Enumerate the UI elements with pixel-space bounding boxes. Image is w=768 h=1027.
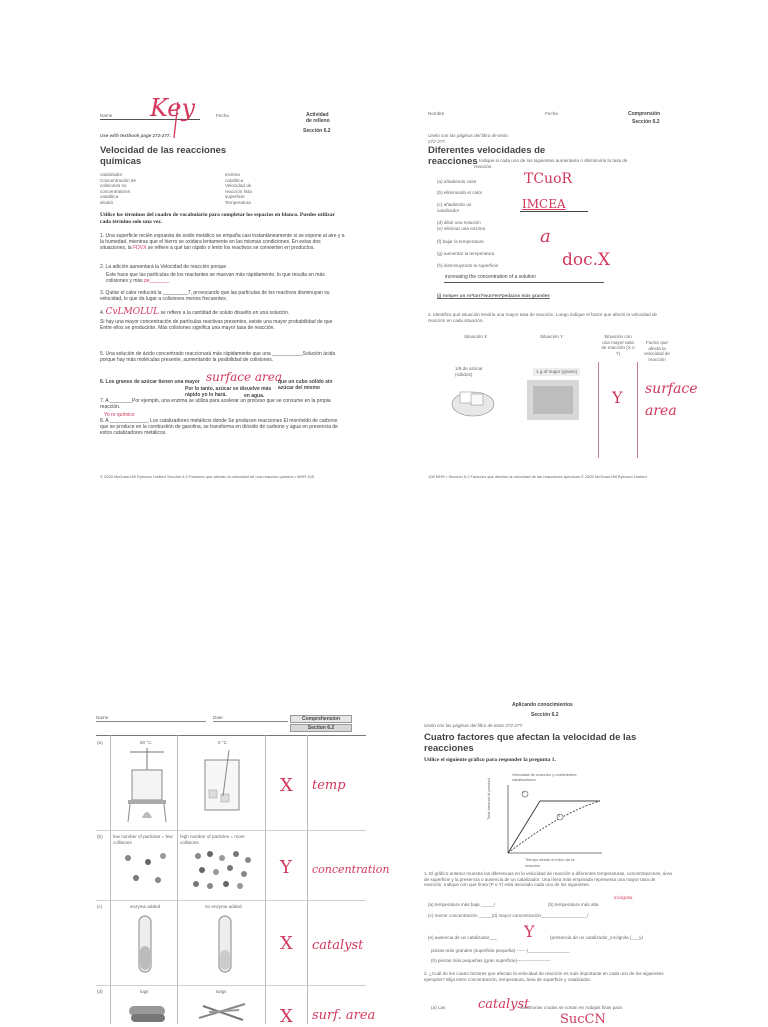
question-1g: piezas más grandes (superficie pequeña) ------ (________________ [431, 948, 570, 953]
vocab-column-2: enzima catalítica Velocidad de reacción lista superficie Temperatura [225, 172, 252, 205]
section-label: Sección 6.2 [531, 712, 559, 718]
question-2: 2. La adición aumentará la Velocidad de reacción porque [100, 264, 227, 270]
item-h: (h) disminuyendo la superficie [437, 263, 499, 268]
graph-y-label: Total amount of product [486, 778, 491, 820]
question-2: 2. Identifica qué situación tendría una mayor tasa de reacción. Luego indique el factor que afectó la velocidad de reacción en cada situación. [428, 312, 658, 323]
sugar-grains-image [525, 378, 581, 422]
row-a-letter: (a) [97, 740, 103, 745]
question-6-detail: Por lo tanto, azúcar se disuelve más rápido yo lo hará. [185, 386, 272, 398]
item-h-answer: doc.X [562, 250, 611, 270]
use-with-note: Use with textbook page 272-277. [100, 133, 171, 138]
reaction-rate-graph [500, 783, 604, 857]
item-a-answer: TCuoR [524, 171, 573, 187]
question-4-detail: Si hay una mayor concentración de partículas reactivas presentes, existe una mayor probabilidad de que Entre ellos se producirán. Más colisiones significa una mayor tasa de reacción. [100, 319, 333, 331]
test-tube-enzyme-image [125, 912, 165, 982]
item-e: (e) eliminar una enzima [437, 226, 485, 231]
name-label: Name [96, 715, 109, 720]
question-1: 1. Una superficie recién expuesta de sodio metálico se empaña casi instantáneamente si se expone al aire y a la humedad, mientras que el hierro se oxidara lentamente en las mismas condiciones. En estas dos situaciones, la FDVX se refiere a qué tan rápido o lento los reactivos se convierten en productos. [100, 233, 345, 251]
q1e-answer: Y [524, 922, 535, 941]
item-f-answer: a [540, 226, 551, 247]
row-d-answer: X [280, 1006, 293, 1027]
name-label: Name [100, 113, 113, 118]
question-2a-tail: zanahorias crudas se cortan en rodajas finas para [520, 1005, 622, 1010]
date-label: Date [213, 715, 223, 720]
question-6: 6. Los granos de azúcar tienen una mayor [100, 379, 200, 385]
graph-title: Velocidad de reacción y coeficientes catalizadores [512, 772, 577, 782]
question-1-intro: 1. Indique si cada uno de los siguientes aumentaría o disminuiría la tasa de reacción. [474, 158, 628, 169]
few-particles-image [118, 850, 173, 890]
question-4: 4. CvLMOLUL se refiere a la cantidad de soluto disuelto en una solución. [100, 307, 290, 317]
question-6-end: en agua. [244, 393, 265, 399]
logs-image [125, 998, 170, 1024]
key-handwriting: Key [150, 94, 196, 122]
question-1a: (a) temperatura más baja _____/ [428, 902, 495, 907]
page-title: Cuatro factores que afectan la velocidad de las reacciones [424, 732, 637, 754]
comprehension-label: Comprehension [290, 715, 352, 723]
question-2a: (a) Las [431, 1005, 446, 1010]
q2a-answer: catalyst [478, 997, 530, 1012]
item-j: (j) romper un ro*tarri*wun*en*pedazos más grandes [437, 293, 550, 298]
row-c-factor: catalyst [312, 938, 364, 953]
col-higher-rate: Situación con una mayor tasa de reacción (X o Y) [601, 334, 635, 356]
row-d-letter: (d) [97, 989, 103, 994]
date-label: Fecha [545, 111, 558, 116]
graph-x-label: Tiempo desde el inicio de la reacción [525, 857, 575, 868]
item-g: (g) aumentar la temperatura [437, 251, 495, 256]
date-label: Fecha [216, 113, 229, 118]
use-with-note: Úselo con las páginas del libro de texto 272-277. [424, 723, 524, 728]
section-label: Sección 6.2 [303, 128, 331, 134]
question-1h: (h) piezas más pequeñas (gran superficie)---------------------- [431, 958, 551, 963]
row-d-right-label: twigs [216, 989, 227, 994]
q1-answer-key: incógnita [614, 895, 633, 900]
page-2-footer: 106 MHR • Sección 6.2 Factores que afectan la velocidad de las reacciones químicas © 2009 McGraw-Hill Ryerson Limited [428, 474, 647, 479]
question-1e: (e) ausencia de un catalizador___ [428, 935, 498, 940]
row-d-left-label: logs [140, 989, 149, 994]
graph-line-p-label: P [522, 791, 525, 795]
question-1: 1. El gráfico anterior muestra las diferencias en la velocidad de reacción a diferentes temperaturas, concentraciones, área de superficie y la presencia o ausencia de un catalizador. Una línea más empinada representa una mayor tasa de reacción. Indique con qué línea (P o Y) está asociado cada uno de los siguientes. [424, 871, 672, 888]
row-x-label: 1/8 de azúcar (sólidos) [455, 366, 483, 377]
row-b-factor: concentration [312, 863, 390, 876]
question-2-detail: Este hace que las partículas de los reactantes se muevan más rápidamente, lo que resulta en más colisiones y más pe_______ [106, 272, 325, 284]
vocab-column-1: catalizador Concentración de colisiones no concentrations catalítica alcalin [100, 172, 137, 205]
instructions: Utilice los términos del cuadro de vocabulario para completar los espacios en blanco. Puedes utilizar cada término solo una vez. [100, 212, 335, 225]
question-2: 2. ¿Cuál de los cuatro factores que afectan la velocidad de reacción es más importante en cada uno de los siguientes ejemplos? Elija entre concentración, temperatura, área de superficie y catalizador. [424, 971, 664, 982]
row-c-left-label: enzyme added [130, 904, 161, 909]
q2a-answer-2: SucCN [560, 1012, 606, 1027]
item-a: (a) añadiendo calor [437, 179, 477, 184]
col-situation-y: Situación Y [540, 334, 564, 339]
page-header: Aplicando conocimientos [512, 702, 573, 708]
name-label: Nombre [428, 111, 445, 116]
row-b-right-label: high number of particles = more collisions [180, 834, 245, 845]
col-factor: Factor que afecta la velocidad de reacción [644, 340, 670, 362]
item-c-answer: IMCEA [522, 197, 566, 211]
page-title: Velocidad de las reacciones químicas [100, 145, 227, 167]
question-3: 3. Quitar el calor reducirá la _________7, provocando que las partículas de los reactivos disminuyan su velocidad, lo que da lugar a colisiones menos frecuentes. [100, 290, 330, 302]
col-situation-x: Situación X [464, 334, 488, 339]
q2-answer: pe_______ [144, 278, 170, 284]
row-a-factor: temp [312, 778, 346, 793]
many-particles-image [190, 848, 256, 892]
question-1b: (b) temperatura más alta [548, 902, 599, 907]
instructions: Utilice el siguiente gráfico para responder la pregunta 1. [424, 757, 556, 763]
ice-beaker-image [195, 750, 250, 822]
use-with-note: Úselo con las páginas del libro de texto 272-277. [428, 133, 508, 144]
item-b: (b) eliminando el calor [437, 190, 483, 195]
question-5: 5. Una solución de ácido concentrado reaccionará más rápidamente que una ___________Solución ácida porque hay más moléculas presente, aumentando la posibilidad de colisiones. [100, 351, 336, 363]
item-d: (d) diluir una solución [437, 220, 481, 225]
question-8: 8. A ______________ Los catalizadores metálicos donde Se producen reacciones El monóxido de carbono que se produce en la combustión de gasolina, se transforma en dióxido de carbono y agua en presencia de estos catalizadores metálicos. [100, 418, 338, 436]
row-answer: Y [612, 388, 623, 407]
question-7: 7. A ________Por ejemplo, una enzima se utiliza para acelerar un proceso que se consume en la propia reacción. [100, 398, 331, 410]
item-i: increasing the concentration of a solution [445, 274, 536, 280]
q6-answer: surface area [206, 370, 283, 384]
graph-line-s-label: S [558, 814, 561, 818]
heated-beaker-image [120, 748, 175, 826]
question-1c: (c) menor concentración _____(d) mayor concentración__________________/ [428, 913, 589, 918]
section-label: Sección 6.2 [632, 119, 660, 125]
row-factor: surface area [645, 381, 698, 419]
sugar-cubes-image [450, 384, 496, 418]
comprehension-label: Comprensión [628, 111, 661, 117]
item-c: (c) añadiendo un catalizador [437, 202, 472, 213]
row-a-answer: X [280, 775, 293, 796]
row-c-answer: X [280, 933, 293, 954]
row-c-letter: (c) [97, 904, 103, 909]
page-title: Diferentes velocidades de reacciones [428, 145, 546, 167]
activity-label: Actividad de relleno [306, 112, 330, 124]
question-1f: (presencia de un catalizador_incógnita (___y) [550, 935, 643, 940]
row-b-left-label: low number of particles = few collisions [113, 834, 173, 845]
row-y-label: 1 g of sugar (grains) [533, 368, 580, 376]
row-c-right-label: no enzyme added [205, 904, 242, 909]
row-b-answer: Y [280, 857, 292, 878]
page-1-footer: © 2009 McGraw-Hill Ryerson Limited Sección 6.2 Factores que afectan la velocidad de una reacción química • MHR 105 [100, 474, 315, 479]
row-a-right-label: 0 °C [218, 740, 227, 745]
row-d-factor: surf. area [312, 1008, 376, 1023]
row-a-left-label: 50 °C [140, 740, 152, 745]
section-label: Section 6.2 [290, 724, 352, 732]
q7-answer: Yo re químico [104, 412, 135, 418]
row-b-letter: (b) [97, 834, 103, 839]
twigs-image [195, 998, 250, 1024]
q4-answer: CvLMOLUL [105, 307, 160, 317]
question-6-tail: que un cubo sólido sin azúcar del mismo [278, 379, 333, 391]
q1-answer: FDVX [133, 245, 147, 251]
item-f: (f) bajar la temperatura [437, 239, 484, 244]
test-tube-no-enzyme-image [205, 912, 245, 982]
